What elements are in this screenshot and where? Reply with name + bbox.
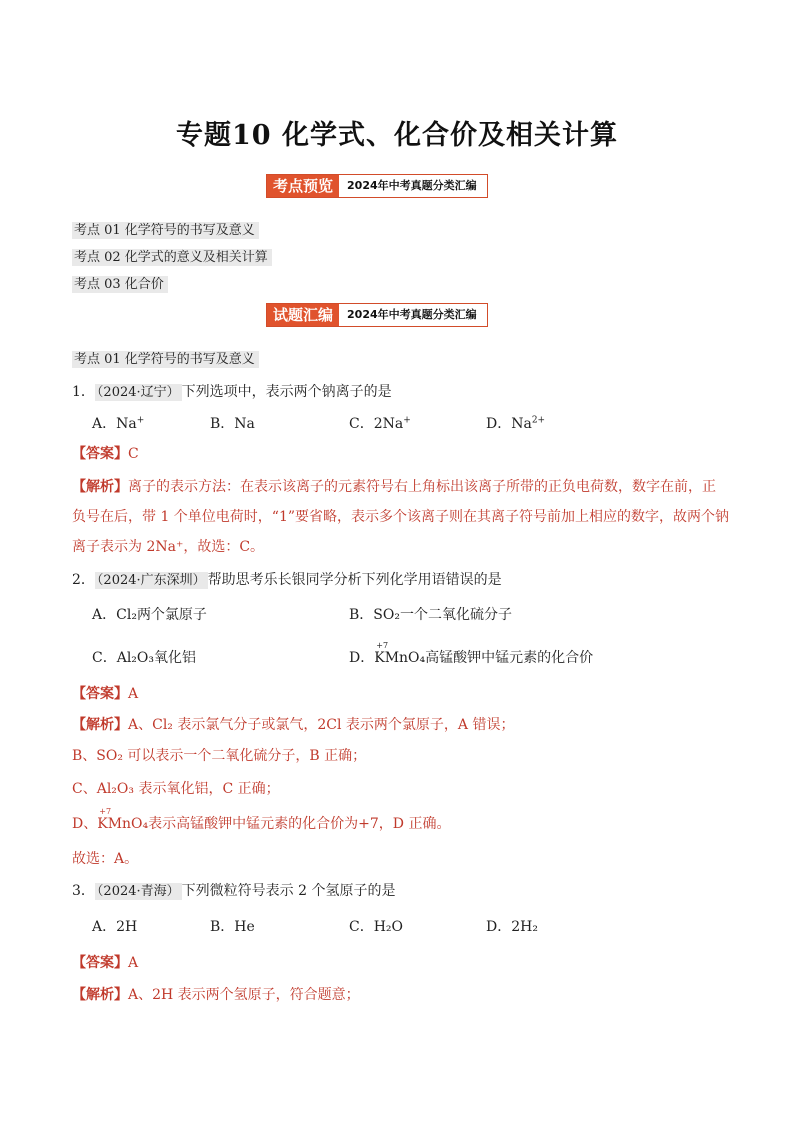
q3-option-d: D．2H₂ (486, 919, 538, 935)
q2-option-d: D． +7 KMnO₄高锰酸钾中锰元素的化合价 (349, 641, 594, 666)
section-heading: 考点 01 化学符号的书写及意义 (72, 348, 259, 367)
q1-answer: 【答案】C (72, 446, 139, 462)
q2-option-a: A．Cl₂两个氯原子 (92, 607, 207, 623)
question-2: 2． （2024·广东深圳） 帮助思考乐长银同学分析下列化学用语错误的是 (72, 572, 502, 588)
question-3: 3． （2024·青海） 下列微粒符号表示 2 个氢原子的是 (72, 883, 396, 899)
exercises-banner (266, 303, 488, 327)
q2-option-b: B．SO₂一个二氧化硫分子 (349, 607, 512, 623)
q1-analysis-line: 负号在后，带 1 个单位电荷时，“1”要省略，表示多个该离子则在其离子符号前加上相应的数字，故两个钠 (72, 509, 730, 525)
q1-option-b: B．Na (210, 416, 255, 432)
q1-option-c: C．2Na+ (349, 415, 411, 432)
q2-analysis-line: 【解析】A、Cl₂ 表示氯气分子或氯气，2Cl 表示两个氯原子，A 错误； (72, 717, 515, 733)
preview-banner (266, 174, 488, 198)
q3-option-a: A．2H (92, 919, 138, 935)
q2-answer: 【答案】A (72, 686, 139, 702)
toc-item: 考点 01 化学符号的书写及意义 (72, 219, 259, 238)
banner-tag: 考点预览 (267, 175, 339, 197)
q2-analysis-line: D、 +7 KMnO₄表示高锰酸钾中锰元素的化合价为+7，D 正确。 (72, 807, 451, 832)
banner-subtitle: 2024年中考真题分类汇编 (347, 179, 477, 192)
banner-subtitle: 2024年中考真题分类汇编 (347, 308, 477, 321)
q1-option-a: A．Na+ (92, 415, 145, 432)
q1-option-d: D．$Na^{2+}$ (486, 415, 546, 432)
q3-option-c: C．H₂O (349, 919, 404, 935)
q3-analysis-line: 【解析】A、2H 表示两个氢原子，符合题意； (72, 987, 360, 1003)
q2-analysis-line: B、SO₂ 可以表示一个二氧化硫分子，B 正确； (72, 748, 367, 764)
q2-conclusion: 故选：A。 (72, 851, 139, 867)
q2-option-c: C．Al₂O₃氧化铝 (92, 650, 197, 666)
q3-option-b: B．He (210, 919, 255, 935)
q3-answer: 【答案】A (72, 955, 139, 971)
question-1: 1． （2024·辽宁） 下列选项中，表示两个钠离子的是 (72, 384, 392, 400)
banner-tag: 试题汇编 (267, 304, 339, 326)
q1-analysis-line: 离子表示为 2Na⁺，故选：C。 (72, 539, 265, 555)
q2-analysis-line: C、Al₂O₃ 表示氧化铝，C 正确； (72, 781, 280, 797)
page-title: 专题10 化学式、化合价及相关计算 (176, 120, 618, 151)
q1-analysis-line: 【解析】离子的表示方法：在表示该离子的元素符号右上角标出该离子所带的正负电荷数，数字在前，正 (72, 479, 716, 495)
toc-item: 考点 02 化学式的意义及相关计算 (72, 246, 272, 265)
toc-item: 考点 03 化合价 (72, 273, 168, 292)
